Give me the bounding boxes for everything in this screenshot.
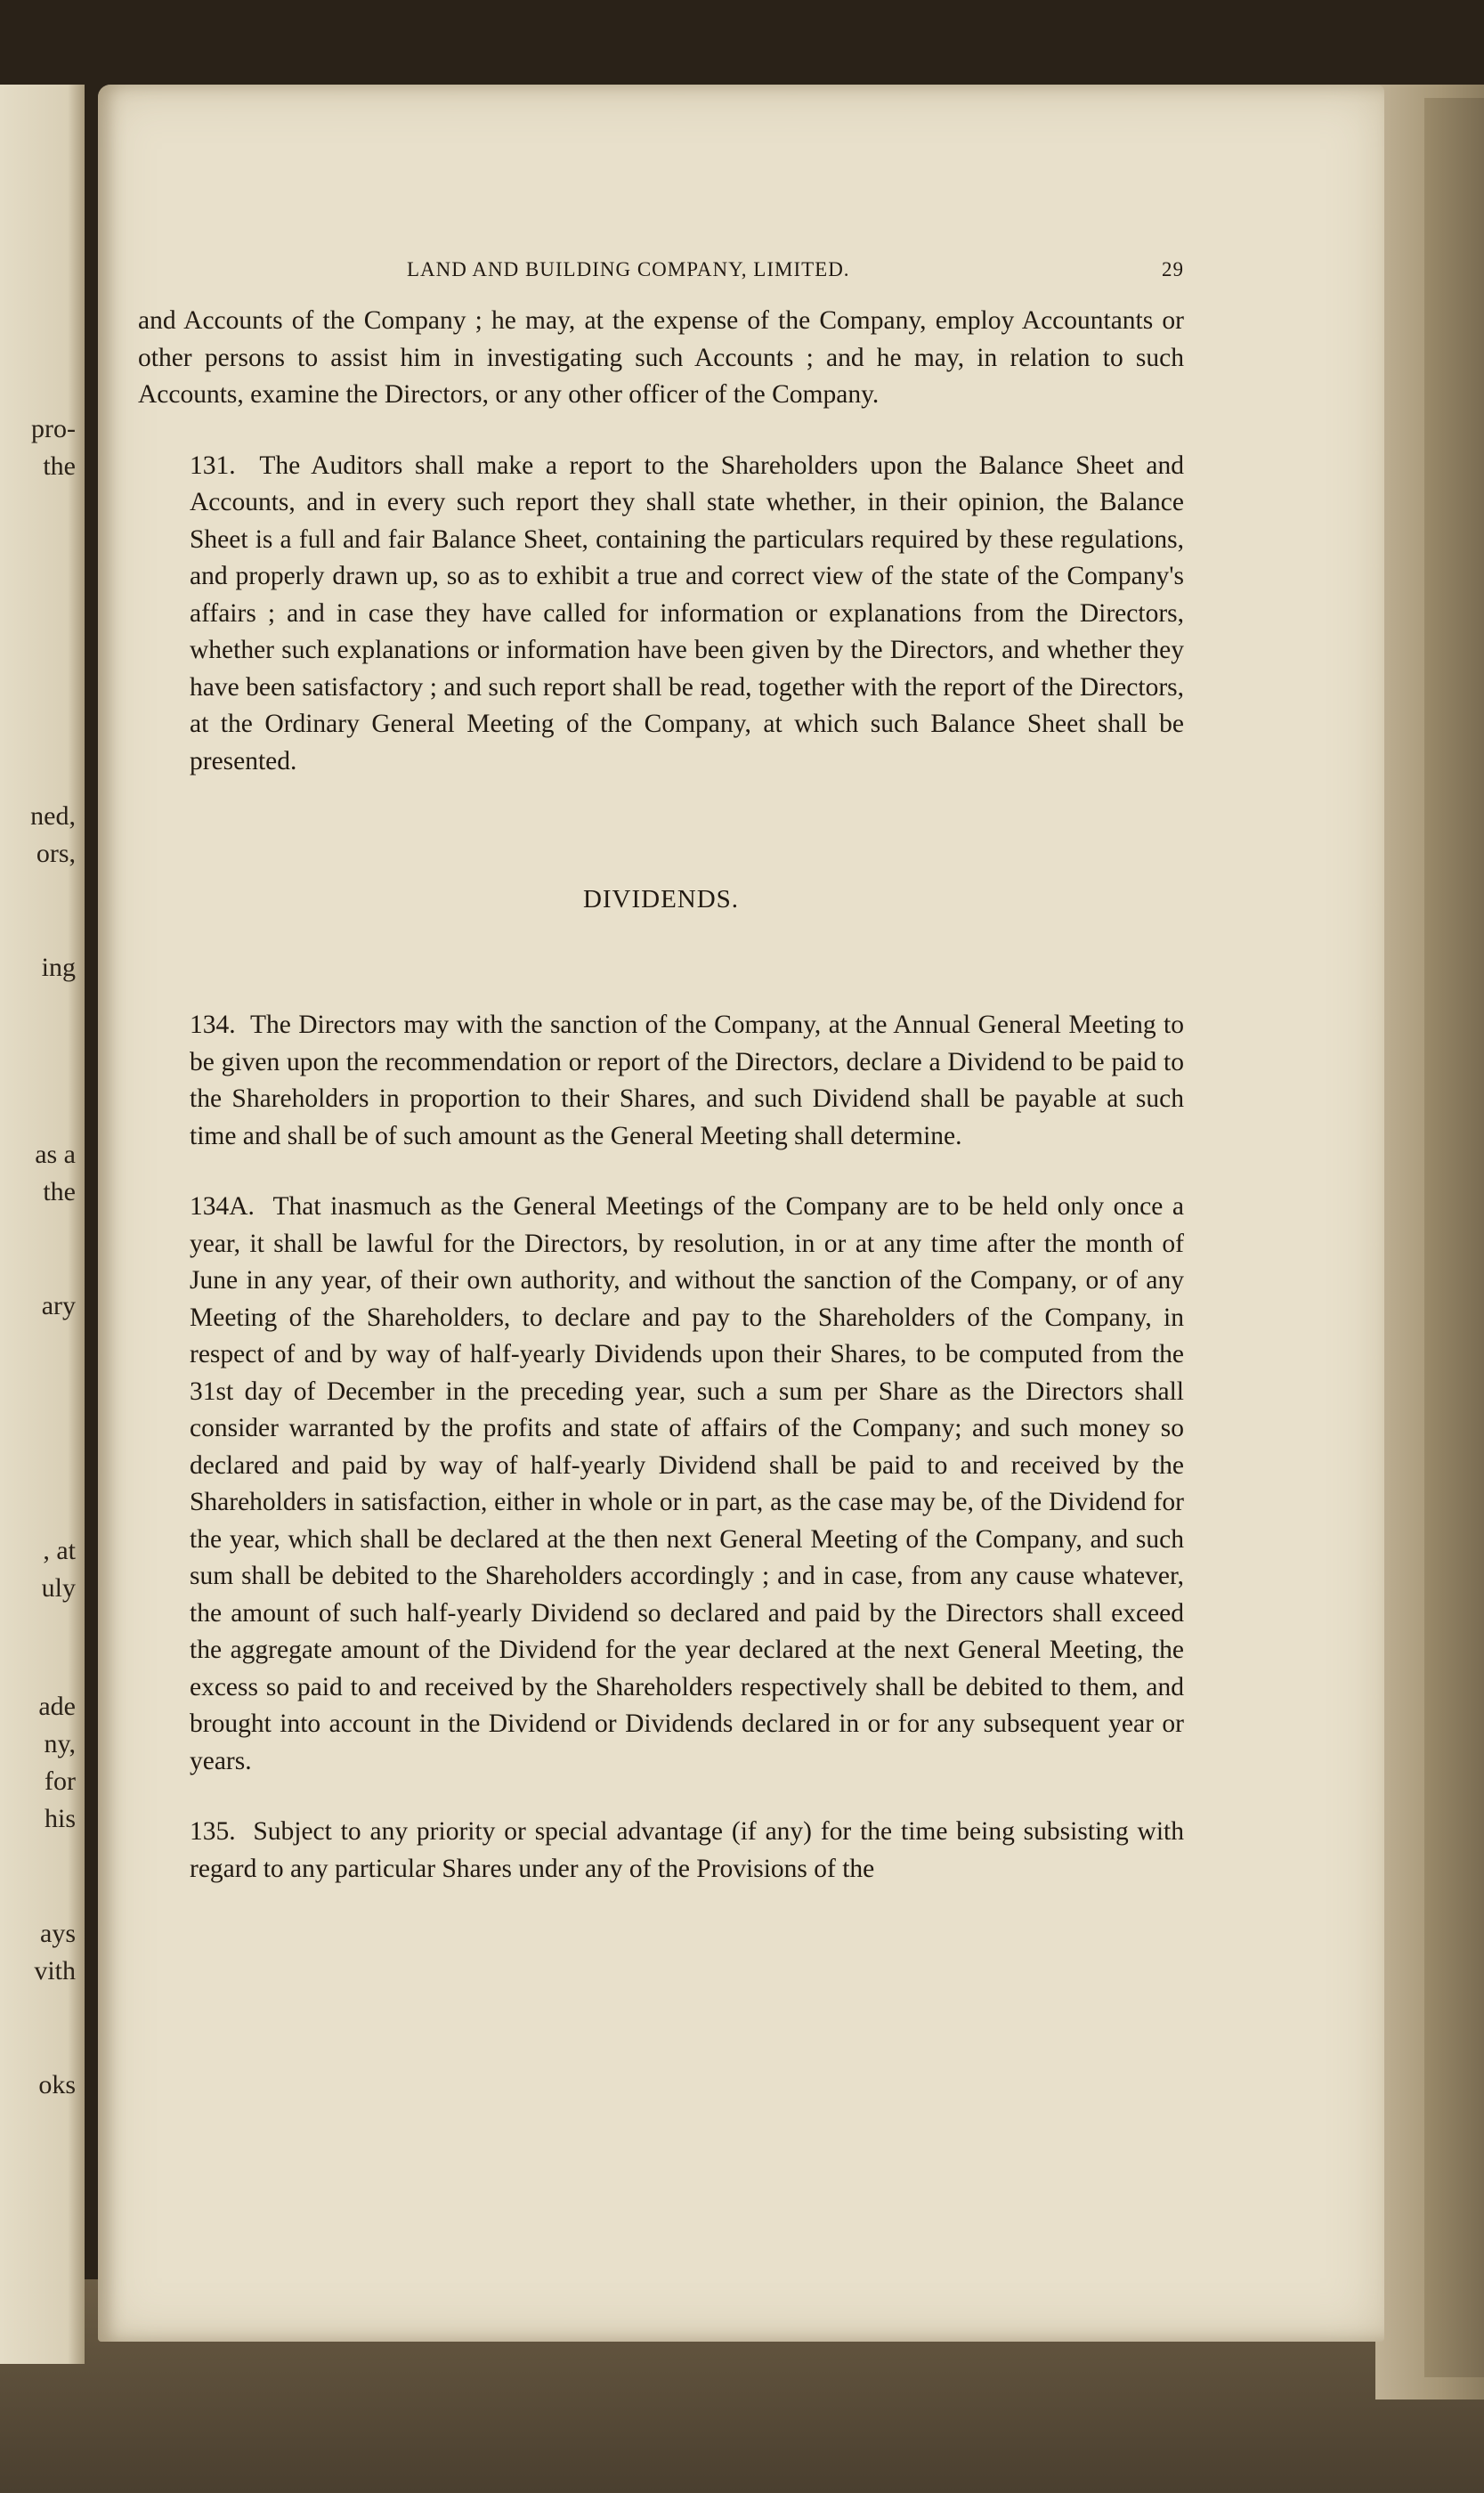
left-fragment: ny,: [44, 1729, 76, 1758]
left-fragment: uly: [41, 1573, 76, 1603]
left-fragment: ays: [40, 1919, 76, 1948]
page-content: [138, 258, 1184, 1888]
clause-number: 134A.: [190, 1192, 255, 1221]
clause-text: The Directors may with the sanction of the Company, at the Annual General Meeting to be given upon the recommendation or report of the Directors, declare a Dividend to be paid to the Shareholders in proportion to their Shares, and such Dividend shall be payable at such time and shall be of such amount as the General Meeting shall determine.: [190, 1011, 1184, 1150]
paragraph-continuation: and Accounts of the Company ; he may, at the expense of the Company, employ Accountants or other persons to assist him in investigating such Accounts ; and he may, in relation to such Accounts, examine the Directors, or any other officer of the Company.: [138, 306, 1184, 409]
section-heading: DIVIDENDS.: [582, 885, 740, 914]
left-fragment: the: [43, 451, 76, 481]
clause-number: 135.: [190, 1817, 236, 1846]
left-fragment: the: [43, 1177, 76, 1206]
left-fragment: pro-: [31, 414, 76, 443]
paragraph-134a: [138, 1189, 1184, 1780]
left-fragment: oks: [38, 2070, 76, 2099]
left-fragment: ing: [41, 953, 76, 982]
clause-text: That inasmuch as the General Meetings of the Company are to be held only once a year, it shall be lawful for the Directors, by resolution, in or at any time after the month of June in any year, of their own authority, and without the sanction of the Company, or of any Meeting of the Shareholders, to declare and pay to the Shareholders of the Company, in respect of and by way of half-yearly Dividends upon their Shares, to be computed from the 31st day of December in the preceding year, such a sum per Share as the Directors shall consider warranted by the profits and state of affairs of the Company; and such money so declared and paid by way of half-yearly Dividend shall be paid to and received by the Shareholders in satisfaction, either in whole or in part, as the case may be, of the Dividend for the year, which shall be declared at the then next General Meeting of the Company, and such sum shall be debited to the Shareholders accordingly ; and in case, from any cause whatever, the amount of such half-yearly Dividend so declared and paid by the Directors shall exceed the aggregate amount of the Dividend for the year declared at the next General Meeting, the excess so paid to and received by the Shareholders respectively shall be debited to them, and brought into account in the Dividend or Dividends declared in or for any subsequent year or years.: [190, 1192, 1184, 1775]
paragraph-131: [138, 448, 1184, 781]
left-fragment: vith: [34, 1956, 76, 1985]
left-fragment: his: [44, 1804, 76, 1833]
left-fragment: as a: [35, 1140, 76, 1169]
clause-number: 131.: [190, 451, 236, 480]
clause-text: The Auditors shall make a report to the Shareholders upon the Balance Sheet and Accounts, and in every such report they shall state whether, in their opinion, the Balance Sheet is a full and fair Balance Sheet, containing the particulars required by these regulations, and properly drawn up, so as to exhibit a true and correct view of the state of the Company's affairs ; and in case they have called for information or explanations from the Directors, whether such explanations or information have been given by the Directors, and whether they have been satisfactory ; and such report shall be read, together with the report of the Directors, at the Ordinary General Meeting of the Company, at which such Balance Sheet shall be presented.: [190, 451, 1185, 776]
left-fragment: ary: [41, 1291, 76, 1320]
paragraph-134: [138, 1007, 1184, 1155]
left-facing-page: [0, 85, 85, 2364]
running-title: LAND AND BUILDING COMPANY, LIMITED.: [407, 258, 850, 280]
running-head: [138, 258, 1184, 303]
page-number: 29: [1162, 258, 1184, 280]
left-fragment: ned,: [30, 801, 76, 831]
paragraph-135: [138, 1814, 1184, 1888]
left-fragment: ade: [38, 1692, 76, 1721]
clause-number: 134.: [190, 1011, 236, 1039]
clause-text: Subject to any priority or special advantage (if any) for the time being subsisting with regard to any particular Shares under any of the Provisions of the: [190, 1817, 1185, 1883]
left-fragment: , at: [43, 1536, 76, 1565]
left-fragment: ors,: [36, 839, 76, 868]
cover-edge-right: [1424, 98, 1484, 2377]
left-fragment: for: [45, 1766, 76, 1796]
